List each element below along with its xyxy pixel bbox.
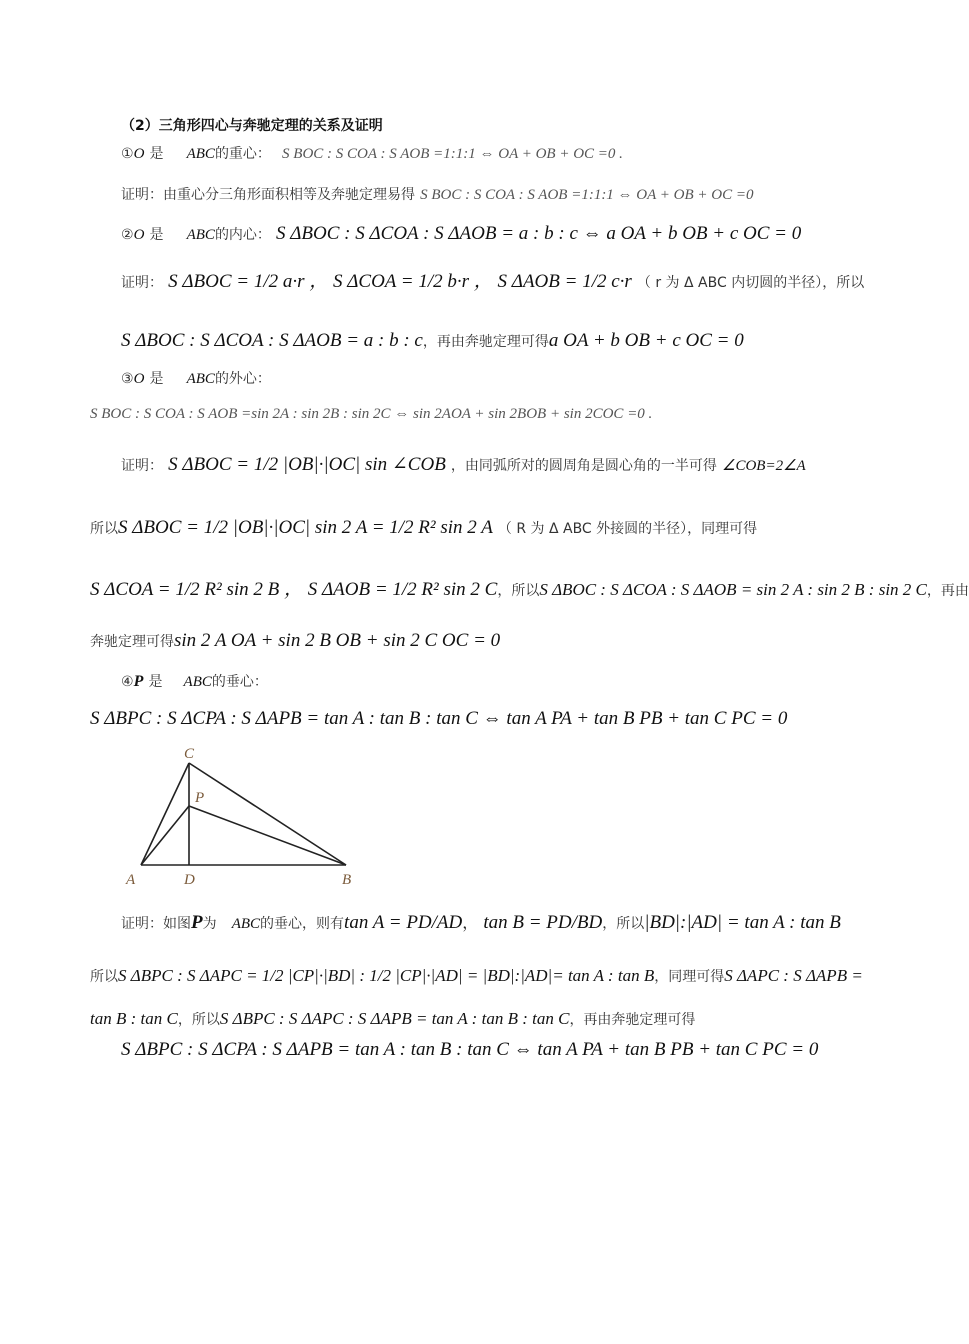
orthocenter-proof-suoyi: ，所以 bbox=[602, 916, 645, 932]
centroid-proof-text: 证明：由重心分三角形面积相等及奔驰定理易得 bbox=[121, 187, 415, 203]
orthocenter-line2-prefix: 所以 bbox=[90, 969, 118, 985]
circumcenter-triangle: ABC bbox=[186, 371, 215, 387]
circumcenter-line2-note: （ R 为 Δ ABC 外接圆的半径），同理可得 bbox=[497, 521, 758, 537]
incenter-proof-prefix: 证明： bbox=[121, 275, 163, 291]
circumcenter-angle: ∠COB=2∠A bbox=[722, 458, 806, 474]
orthocenter-label: 的垂心： bbox=[211, 674, 268, 690]
label-c: C bbox=[184, 746, 195, 762]
circumcenter-proof-line2 bbox=[90, 518, 757, 537]
circumcenter-line4-text: 奔驰定理可得 bbox=[90, 634, 174, 650]
circumcenter-statement bbox=[121, 370, 271, 387]
incenter-proof-line2-text: ，再由奔驰定理可得 bbox=[422, 334, 549, 350]
centroid-point: O bbox=[133, 146, 145, 162]
orthocenter-figure bbox=[118, 743, 368, 893]
circumcenter-line2-prefix: 所以 bbox=[90, 521, 118, 537]
incenter-marker: ② bbox=[121, 227, 134, 243]
orthocenter-proof-tri: ABC bbox=[231, 916, 261, 932]
centroid-marker: ① bbox=[121, 146, 134, 162]
orthocenter-proof-line3 bbox=[90, 1010, 695, 1027]
circumcenter-point: O bbox=[133, 371, 145, 387]
incenter-proof-line2 bbox=[121, 331, 744, 350]
orthocenter-proof-line1: 证明：如图P为 ABC的垂心，则有tan A = PD/AD， tan B = PD/BD，所以|BD|:|AD| = tan A : tan B bbox=[121, 912, 841, 933]
centroid-label: 的重心： bbox=[214, 146, 271, 162]
orthocenter-is: 是 bbox=[148, 674, 163, 690]
orthocenter-proof-prefix: 证明：如图 bbox=[121, 916, 191, 932]
circumcenter-proof-line1 bbox=[121, 455, 806, 474]
centroid-proof bbox=[121, 186, 754, 203]
orthocenter-proof-line2 bbox=[90, 967, 863, 984]
orthocenter-proof-wei: 为 bbox=[202, 916, 217, 932]
orthocenter-tanB: tan B = PD/BD bbox=[483, 912, 603, 933]
incenter-point: O bbox=[133, 227, 145, 243]
incenter-proof-formula: S ΔBOC = 1/2 a·r ， S ΔCOA = 1/2 b·r ， S ΔAOB = 1/2 c·r bbox=[168, 271, 632, 292]
circumcenter-line2-formula: S ΔBOC = 1/2 |OB|·|OC| sin 2 A = 1/2 R² sin 2 A bbox=[118, 517, 493, 538]
centroid-statement bbox=[121, 145, 623, 162]
orthocenter-tanA: tan A = PD/AD bbox=[344, 912, 463, 933]
incenter-triangle: ABC bbox=[186, 227, 215, 243]
circumcenter-proof-text: ，由同弧所对的圆周角是圆心角的一半可得 bbox=[450, 458, 717, 474]
orthocenter-line3-tail: ，再由奔驰定理可得 bbox=[569, 1012, 696, 1028]
circumcenter-proof-line3 bbox=[90, 580, 969, 599]
orthocenter-marker: ④ bbox=[121, 674, 134, 690]
incenter-statement bbox=[121, 224, 801, 243]
orthocenter-ratio: |BD|:|AD| = tan A : tan B bbox=[644, 912, 841, 933]
orthocenter-proof-text: 的垂心，则有 bbox=[260, 916, 345, 932]
circumcenter-line3-text: ，所以 bbox=[497, 583, 540, 599]
incenter-is: 是 bbox=[149, 227, 164, 243]
label-d: D bbox=[184, 872, 195, 888]
orthocenter-point: P bbox=[133, 673, 144, 690]
circumcenter-proof-prefix: 证明： bbox=[121, 458, 163, 474]
circumcenter-proof-formula: S ΔBOC = 1/2 |OB|·|OC| sin ∠COB bbox=[168, 454, 446, 475]
centroid-proof-formula: S BOC : S COA : S AOB =1:1:1 ⇔ OA + OB + OC =0 bbox=[420, 187, 754, 203]
incenter-result: a OA + b OB + c OC = 0 bbox=[548, 330, 744, 351]
circumcenter-marker: ③ bbox=[121, 371, 134, 387]
label-p: P bbox=[195, 790, 205, 806]
label-b: B bbox=[342, 872, 352, 888]
circumcenter-line4-formula: sin 2 A OA + sin 2 B OB + sin 2 C OC = 0 bbox=[174, 630, 501, 651]
incenter-proof-note: （ r 为 Δ ABC 内切圆的半径），所以 bbox=[636, 275, 865, 291]
orthocenter-triangle: ABC bbox=[183, 674, 212, 690]
incenter-ratio: S ΔBOC : S ΔCOA : S ΔAOB = a : b : c bbox=[121, 330, 423, 351]
centroid-is: 是 bbox=[149, 146, 164, 162]
incenter-formula: S ΔBOC : S ΔCOA : S ΔAOB = a : b : c ⇔ a OA + b OB + c OC = 0 bbox=[276, 223, 802, 244]
orthocenter-formula: S ΔBPC : S ΔCPA : S ΔAPB = tan A : tan B : tan C ⇔ tan A PA + tan B PB + tan C PC = 0 bbox=[90, 708, 788, 729]
orthocenter-statement bbox=[121, 673, 268, 690]
label-a: A bbox=[126, 872, 136, 888]
circumcenter-line3-tail: ，再由 bbox=[926, 583, 969, 599]
section-heading: （2）三角形四心与奔驰定理的关系及证明 bbox=[121, 118, 383, 134]
orthocenter-line3-formula: S ΔBPC : S ΔAPC : S ΔAPB = tan A : tan B : tan C bbox=[219, 1009, 570, 1028]
orthocenter-line3-head: tan B : tan C bbox=[90, 1009, 178, 1028]
orthocenter-line2-tail: S ΔAPC : S ΔAPB = bbox=[724, 966, 863, 985]
incenter-label: 的内心： bbox=[214, 227, 271, 243]
circumcenter-line3-formula: S ΔCOA = 1/2 R² sin 2 B ， S ΔAOB = 1/2 R² sin 2 C bbox=[90, 579, 498, 600]
orthocenter-proof-p: P bbox=[191, 912, 203, 933]
centroid-formula: S BOC : S COA : S AOB =1:1:1 ⇔ OA + OB + OC =0 . bbox=[282, 146, 623, 162]
centroid-triangle: ABC bbox=[186, 146, 215, 162]
incenter-proof-line1 bbox=[121, 272, 864, 291]
orthocenter-line4-formula: S ΔBPC : S ΔCPA : S ΔAPB = tan A : tan B : tan C ⇔ tan A PA + tan B PB + tan C PC = 0 bbox=[121, 1039, 819, 1060]
orthocenter-line2-text: ，同理可得 bbox=[654, 969, 725, 985]
circumcenter-line3-formula2: S ΔBOC : S ΔCOA : S ΔAOB = sin 2 A : sin 2 B : sin 2 C bbox=[539, 580, 927, 599]
circumcenter-proof-line4 bbox=[90, 631, 500, 650]
orthocenter-line2-formula: S ΔBPC : S ΔAPC = 1/2 |CP|·|BD| : 1/2 |CP|·|AD| = |BD|:|AD| bbox=[118, 966, 553, 985]
circumcenter-label: 的外心： bbox=[214, 371, 271, 387]
orthocenter-line2-result: = tan A : tan B bbox=[552, 966, 655, 985]
circumcenter-formula: S BOC : S COA : S AOB =sin 2A : sin 2B : sin 2C ⇔ sin 2AOA + sin 2BOB + sin 2COC =0 . bbox=[90, 406, 653, 422]
circumcenter-is: 是 bbox=[149, 371, 164, 387]
orthocenter-line3-text: ，所以 bbox=[177, 1012, 220, 1028]
